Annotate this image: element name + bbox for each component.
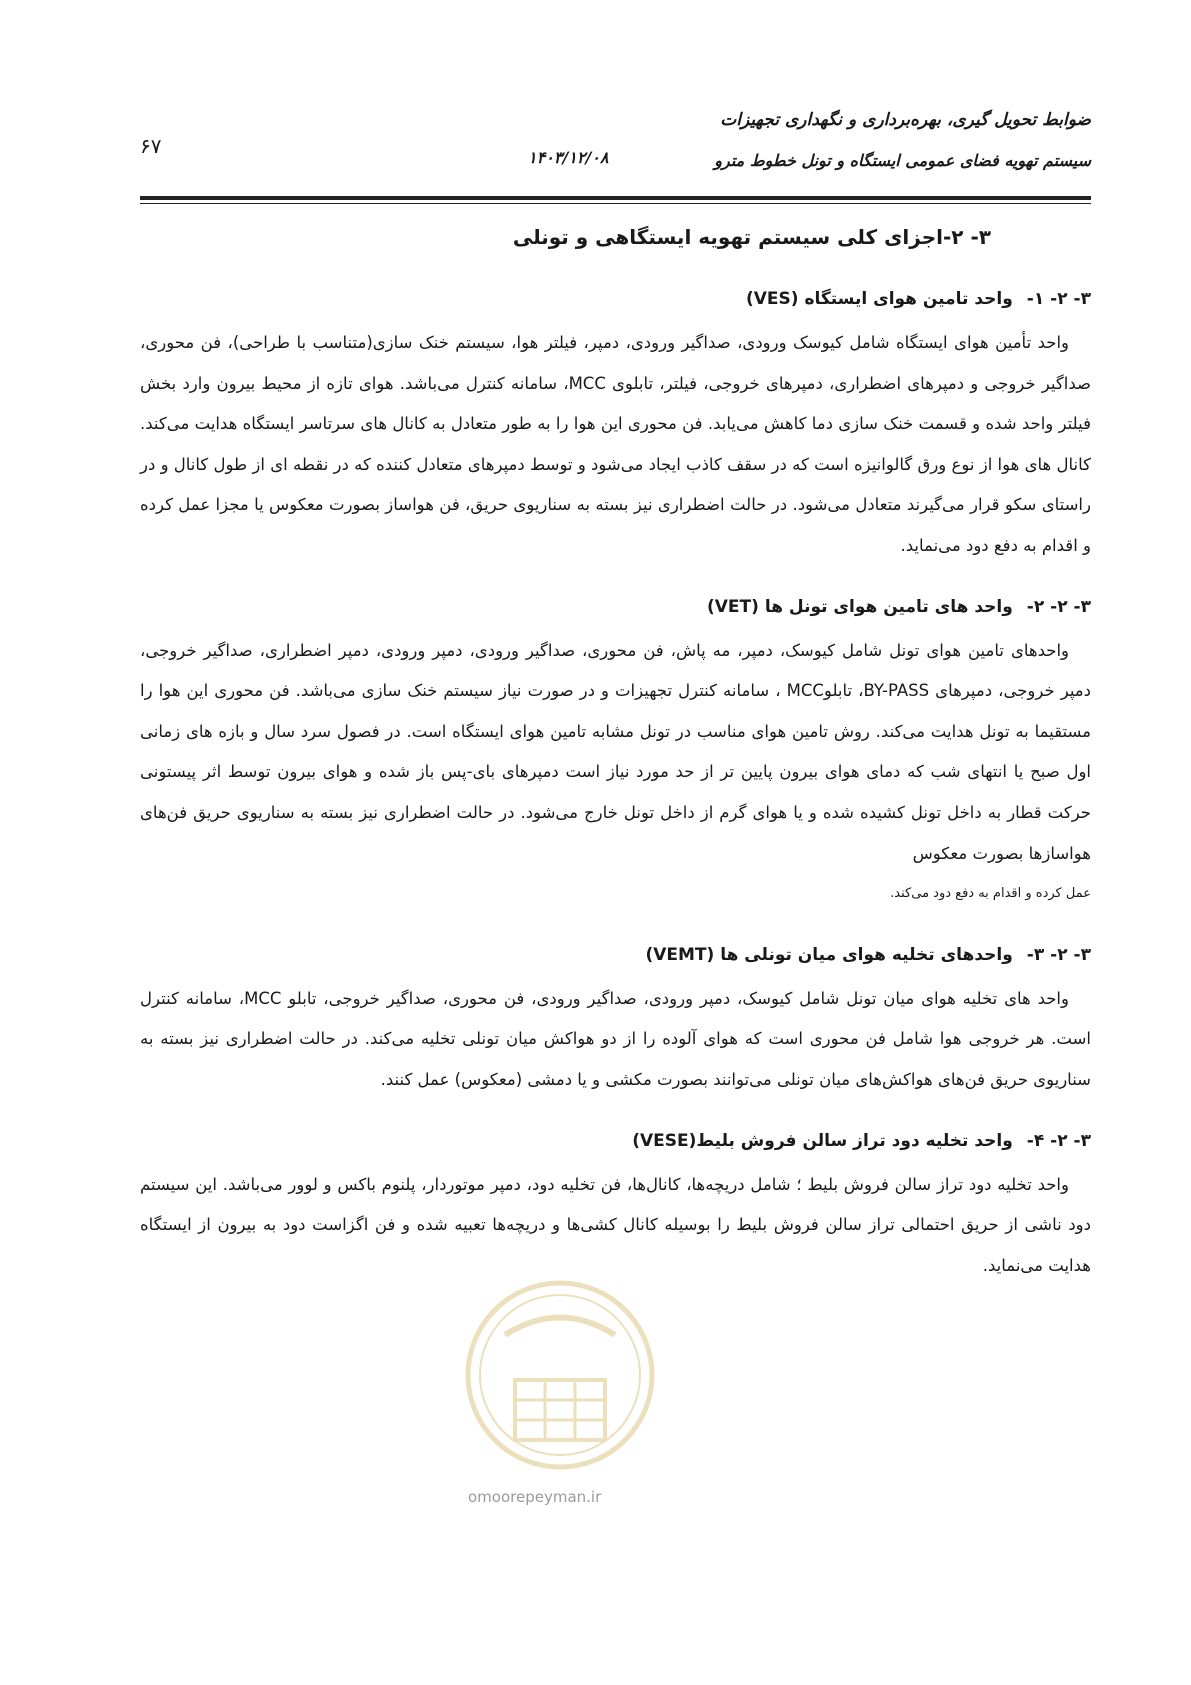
section-paragraph: واحدهای تامین هوای تونل شامل کیوسک، دمپر، مه پاش، فن محوری، صداگیر ورودی، دمپر ورودی، دمپر اضطراری، صداگیر خروجی، دمپر خروجی، دمپرهای BY-PASS، تابلوMCC ، سامانه کنترل تجهیزات و در صورت نیاز سیستم خنک سازی می‌باشد. فن محوری این هوا را مستقیما به تونل هدایت می‌کند. روش تامین هوای مناسب در تونل مشابه تامین هوای ایستگاه است. در فصول سرد سال و بازه های زمانی اول صبح یا انتهای شب که دمای هوای بیرون پایین تر از حد مورد نیاز است دمپرهای بای-پس باز شده و هوای بیرون توسط اثر پیستونی حرکت قطار به داخل تونل کشیده شده و یا هوای گرم از داخل تونل خارج می‌شود. در حالت اضطراری نیز بسته به سناریوی حریق فن‌های هواسازها بصورت معکوس bbox=[140, 640, 1091, 863]
section-heading bbox=[140, 281, 1091, 317]
seal-logo-icon bbox=[460, 1275, 660, 1475]
header-title-line1: ضوابط تحویل گیری، بهره‌برداری و نگهداری تجهیزات bbox=[720, 110, 1091, 130]
section-paragraph-tail: عمل کرده و اقدام به دفع دود می‌کند. bbox=[890, 886, 1091, 902]
main-heading: ۳- ۲-اجزای کلی سیستم تهویه ایستگاهی و تونلی bbox=[512, 225, 991, 249]
section-paragraph: واحد تخلیه دود تراز سالن فروش بلیط ؛ شامل دریچه‌ها، کانال‌ها، فن تخلیه دود، دمپر موتوردار، پلنوم باکس و لوور می‌باشد. این سیستم دود ناشی از حریق احتمالی تراز سالن فروش بلیط را بوسیله کانال کشی‌ها و دریچه‌ها تعبیه شده و فن اگزاست دود به بیرون از ایستگاه هدایت می‌نماید. bbox=[140, 1174, 1091, 1275]
section-heading bbox=[140, 937, 1091, 973]
section-ves bbox=[140, 281, 1091, 567]
header-title-line2: سیستم تهویه فضای عمومی ایستگاه و تونل خطوط مترو bbox=[714, 151, 1091, 170]
section-vemt bbox=[140, 937, 1091, 1101]
page-number: ۶۷ bbox=[140, 134, 162, 158]
header-rule-thick bbox=[140, 196, 1091, 200]
section-number: ۳- ۲- ۲- bbox=[1026, 596, 1091, 617]
section-number: ۳- ۲- ۴- bbox=[1026, 1130, 1091, 1151]
section-title: واحد تخلیه دود تراز سالن فروش بلیط(VESE) bbox=[632, 1130, 1013, 1151]
section-title: واحد های تامین هوای تونل ها (VET) bbox=[706, 596, 1013, 617]
section-number: ۳- ۲- ۱- bbox=[1026, 289, 1091, 309]
section-heading bbox=[140, 1123, 1091, 1159]
section-vet bbox=[140, 589, 1091, 915]
section-number: ۳- ۲- ۳- bbox=[1026, 944, 1091, 965]
document-body bbox=[140, 215, 1091, 1286]
header-rule-thin bbox=[140, 203, 1091, 204]
section-title: واحد تامین هوای ایستگاه (VES) bbox=[745, 289, 1013, 309]
section-heading bbox=[140, 589, 1091, 625]
section-paragraph: واحد های تخلیه هوای میان تونل شامل کیوسک، دمپر ورودی، صداگیر ورودی، فن محوری، صداگیر خروجی، تابلو MCC، سامانه کنترل است. هر خروجی هوا شامل فن محوری است که هوای آلوده را از دو هواکش میان تونلی تخلیه می‌کند. در حالت اضطراری نیز بسته به سناریوی حریق فن‌های هواکش‌های میان تونلی می‌توانند بصورت مکشی و یا دمشی (معکوس) عمل کنند. bbox=[140, 988, 1091, 1089]
header-date: ۱۴۰۳/۱۲/۰۸ bbox=[528, 148, 609, 167]
section-paragraph: واحد تأمین هوای ایستگاه شامل کیوسک ورودی، صداگیر ورودی، دمپر، فیلتر هوا، سیستم خنک سازی(متناسب با طراحی)، فن محوری، صداگیر خروجی و دمپرهای اضطراری، دمپرهای خروجی، فیلتر، تابلوی MCC، سامانه کنترل می‌باشد. هوای تازه از محیط بیرون وارد بخش فیلتر واحد شده و قسمت خنک سازی دما کاهش می‌یابد. فن محوری این هوا را به طور متعادل به کانال های سرتاسر ایستگاه هدایت می‌کند. کانال های هوا از نوع ورق گالوانیزه است که در سقف کاذب ایجاد می‌شود و توسط دمپرهای متعادل کننده که در نقطه ای از طول کانال و در راستای سکو قرار می‌گیرند متعادل می‌شود. در حالت اضطراری نیز بسته به سناریوی حریق، فن هواساز بصورت معکوس یا مجزا عمل کرده و اقدام به دفع دود می‌نماید. bbox=[140, 333, 1091, 555]
section-title: واحدهای تخلیه هوای میان تونلی ها (VEMT) bbox=[645, 944, 1013, 965]
watermark-site: omoorepeyman.ir bbox=[468, 1488, 602, 1506]
section-vese bbox=[140, 1123, 1091, 1287]
